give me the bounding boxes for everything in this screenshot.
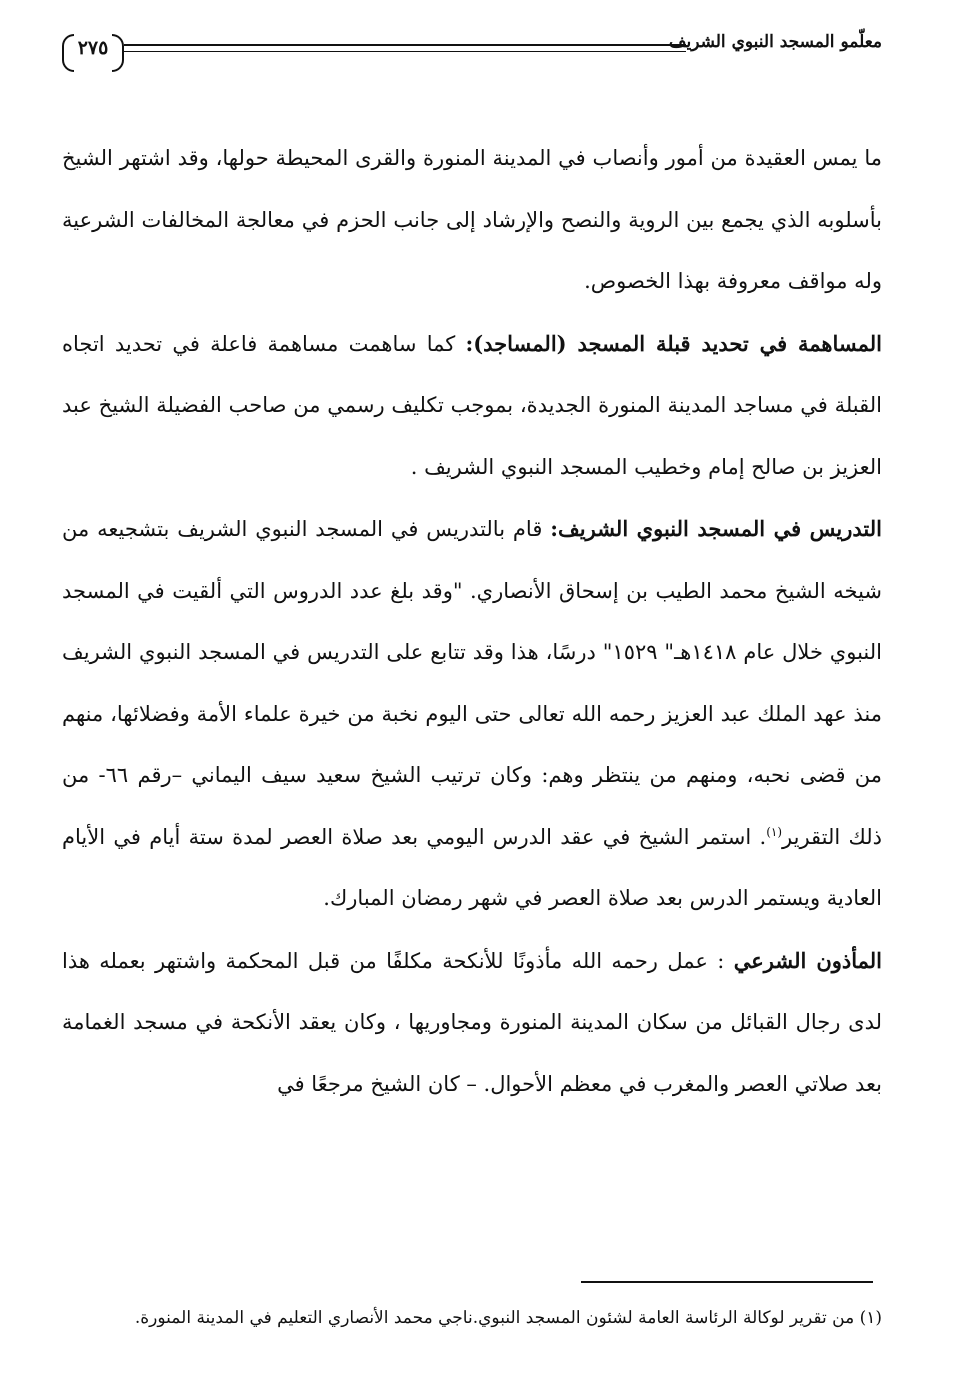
paragraph-text: ما يمس العقيدة من أمور وأنصاب في المدينة المنورة والقرى المحيطة حولها، وقد اشتهر الشيخ بأسلوبه الذي يجمع بين الروية والنصح والإرشاد إلى جانب الحزم في معالجة المخالفات الشرعية وله مواقف معروفة بهذا الخصوص. <box>62 146 882 293</box>
footnote-reference[interactable]: (١) <box>766 824 783 839</box>
page-number-frame <box>62 32 124 64</box>
paragraph <box>62 313 882 499</box>
paragraph-text: . استمر الشيخ في عقد الدرس اليومي بعد صلاة العصر لمدة ستة أيام في الأيام العادية ويستمر الدرس بعد صلاة العصر في شهر رمضان المبارك. <box>62 824 882 910</box>
paragraph-text: كما ساهمت مساهمة فاعلة في تحديد اتجاه القبلة في مساجد المدينة المنورة الجديدة، بموجب تكليف رسمي من صاحب الفضيلة الشيخ عبد العزيز بن صالح إمام وخطيب المسجد النبوي الشريف . <box>62 331 882 479</box>
paragraph-text: قام بالتدريس في المسجد النبوي الشريف بتشجيعه من شيخه الشيخ محمد الطيب بن إسحاق الأنصاري. "وقد بلغ عدد الدروس التي ألقيت في المسجد النبوي خلال عام ١٤١٨هـ" ١٥٢٩" درسًا، هذا وقد تتابع على التدريس في المسجد النبوي الشريف منذ عهد الملك عبد العزيز رحمه الله تعالى حتى اليوم نخبة من خيرة علماء الأمة وفضلائها، منهم من قضى نحبه، ومنهم من ينتظر وهم: وكان ترتيب الشيخ سعيد سيف اليماني –رقم ٦٦- من ذلك التقرير <box>62 517 883 849</box>
running-title: معلّمو المسجد النبوي الشريف <box>668 32 882 52</box>
paragraph <box>62 498 882 930</box>
bracket-right-ornament <box>112 34 124 72</box>
paragraph <box>62 128 882 313</box>
page-header <box>62 28 882 72</box>
bracket-left-ornament <box>62 34 74 72</box>
main-text <box>62 128 882 1115</box>
paragraph <box>62 930 882 1116</box>
page-number: ٢٧٥ <box>77 37 109 59</box>
section-heading: المأذون الشرعي <box>733 947 883 973</box>
header-rule <box>124 44 686 52</box>
paragraph-text: : عمل رحمه الله مأذونًا للأنكحة مكلفًا من قبل المحكمة واشتهر بعمله هذا لدى رجال القبائل من سكان المدينة المنورة ومجاوريها ، وكان يعقد الأنكحة في مسجد الغمامة بعد صلاتي العصر والمغرب في معظم الأحوال. – كان الشيخ مرجعًا في <box>62 948 882 1096</box>
footnote: (١) من تقرير لوكالة الرئاسة العامة لشئون المسجد النبوي.ناجي محمد الأنصاري التعليم في المدينة المنورة. <box>134 1308 882 1328</box>
section-heading: التدريس في المسجد النبوي الشريف: <box>550 516 883 541</box>
section-heading: المساهمة في تحديد قبلة المسجد (المساجد): <box>465 330 882 356</box>
footnote-separator <box>581 1281 873 1283</box>
